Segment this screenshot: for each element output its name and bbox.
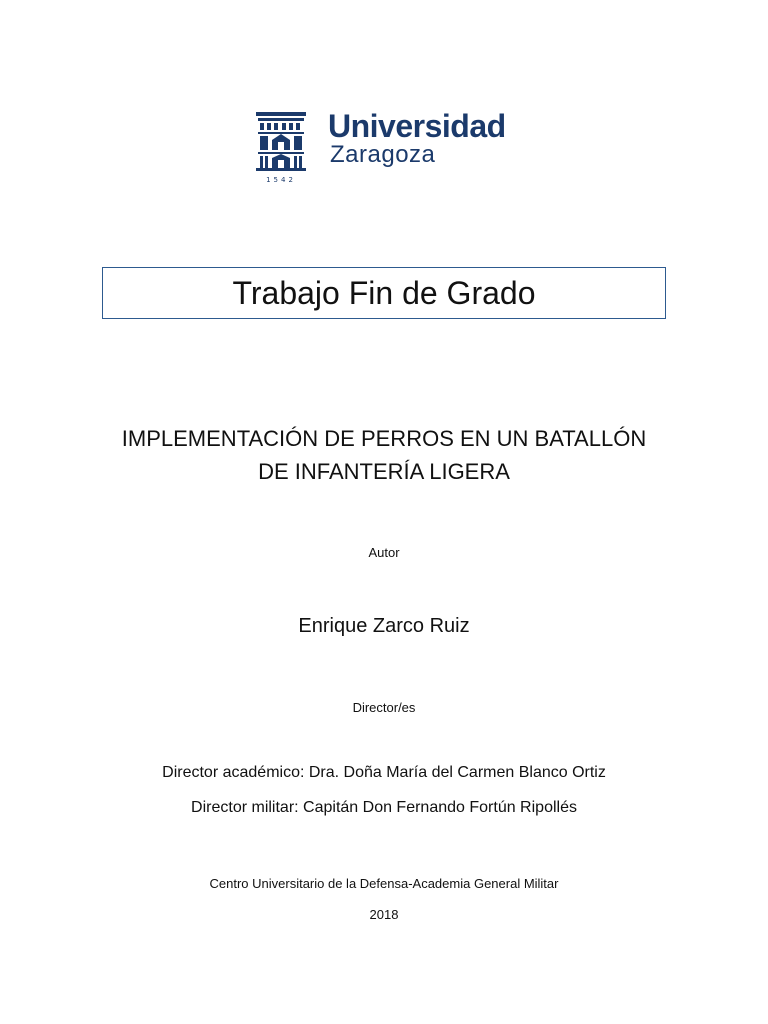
thesis-title [0,422,768,488]
thesis-title-line-2: DE INFANTERÍA LIGERA [258,459,510,484]
directors-label: Director/es [352,700,416,715]
document-year: 2018 [369,907,399,922]
logo-year: 1542 [266,176,296,184]
thesis-title-line-1: IMPLEMENTACIÓN DE PERROS EN UN BATALLÓN [121,426,647,451]
director-military: Director militar: Capitán Don Fernando Fortún Ripollés [191,799,577,816]
university-building-icon [254,110,310,178]
logo-university-name: Universidad [328,108,506,144]
author-label: Autor [368,545,400,560]
author-name: Enrique Zarco Ruiz [298,615,470,637]
director-academic: Director académico: Dra. Doña María del Carmen Blanco Ortiz [162,764,606,781]
document-type-title: Trabajo Fin de Grado [232,274,536,311]
logo-city-name: Zaragoza [330,141,436,168]
institution-name: Centro Universitario de la Defensa-Academia General Militar [209,876,559,891]
university-logo [254,110,524,190]
document-type-box [102,267,666,319]
